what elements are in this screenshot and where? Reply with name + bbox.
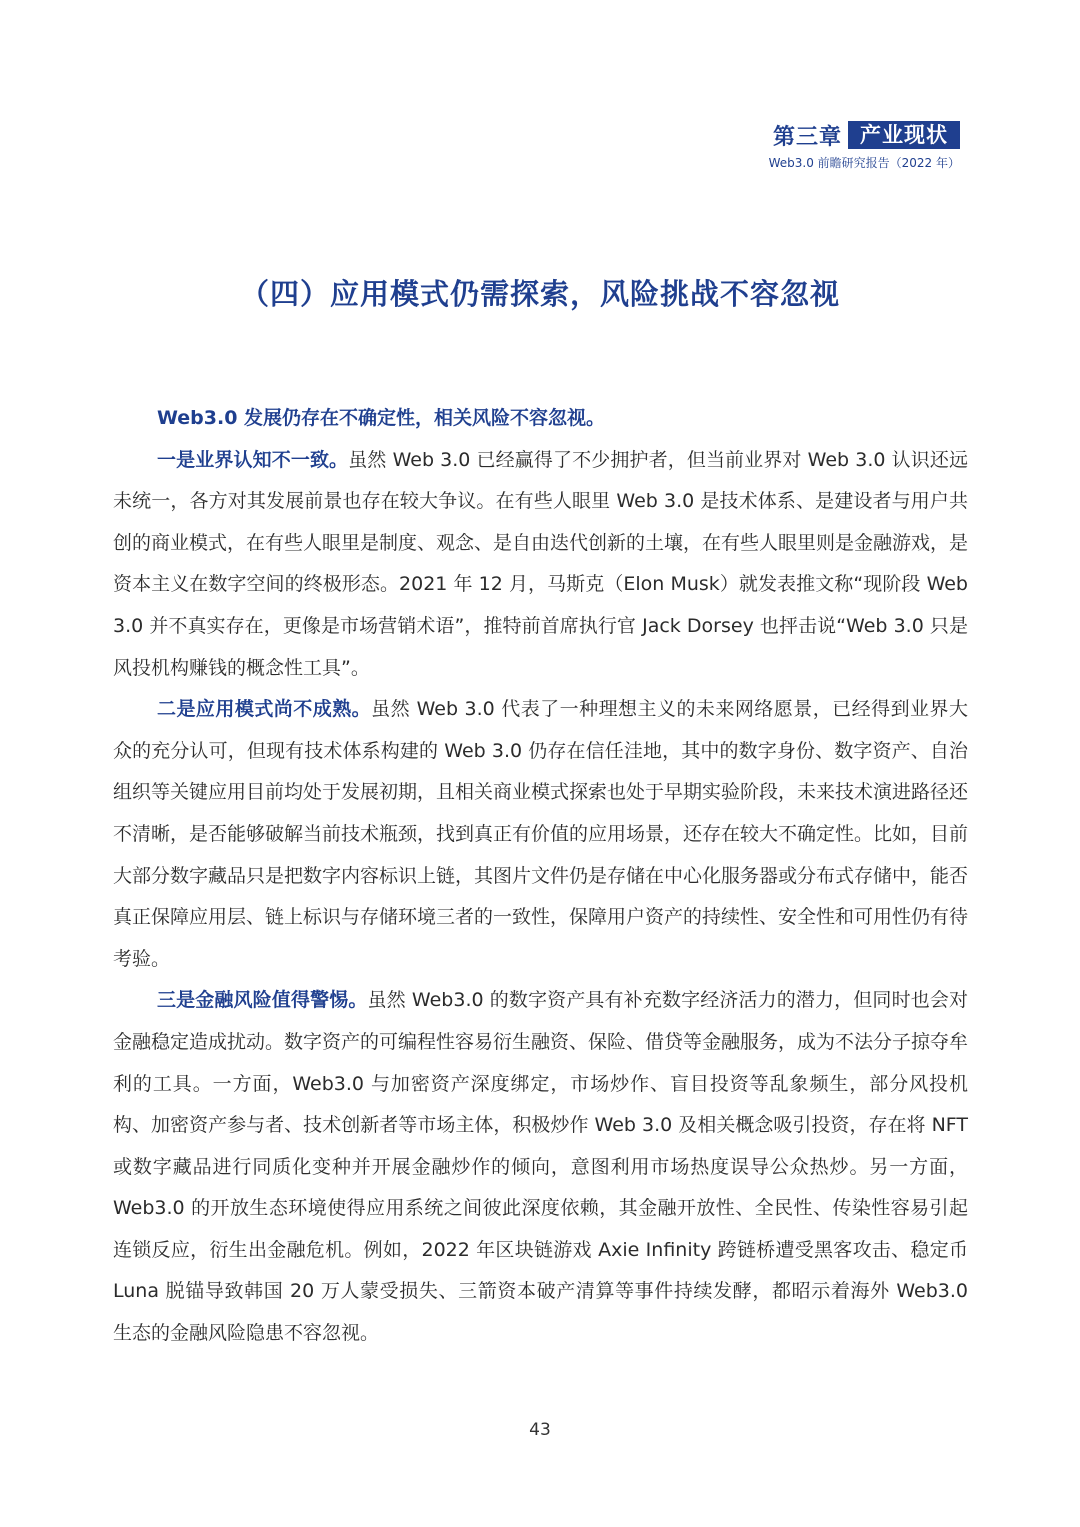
paragraph-1 [113, 440, 968, 690]
paragraph-2 [113, 689, 968, 980]
paragraph-2-text: 虽然 Web 3.0 代表了一种理想主义的未来网络愿景，已经得到业界大众的充分认可，但现有技术体系构建的 Web 3.0 仍存在信任洼地，其中的数字身份、数字资产、自治组织等关键应用目前均处于发展初期，且相关商业模式探索也处于早期实验阶段，未来技术演进路径还不清晰，是否能够破解当前技术瓶颈，找到真正有价值的应用场景，还存在较大不确定性。比如，目前大部分数字藏品只是把数字内容标识上链，其图片文件仍是存储在中心化服务器或分布式存储中，能否真正保障应用层、链上标识与存储环境三者的一致性，保障用户资产的持续性、安全性和可用性仍有待考验。 [113, 698, 969, 970]
paragraph-1-lead: 一是业界认知不一致。 [157, 448, 349, 471]
intro-paragraph: Web3.0 发展仍存在不确定性，相关风险不容忽视。 [157, 407, 606, 429]
section-title: （四）应用模式仍需探索，风险挑战不容忽视 [239, 277, 840, 311]
body-content [113, 398, 968, 1355]
page-number: 43 [529, 1420, 551, 1440]
chapter-name: 产业现状 [848, 121, 960, 149]
chapter-row [660, 120, 960, 150]
report-title: Web3.0 前瞻研究报告（2022 年） [768, 156, 960, 170]
paragraph-1-text: 虽然 Web 3.0 已经赢得了不少拥护者，但当前业界对 Web 3.0 认识还远未统一，各方对其发展前景也存在较大争议。在有些人眼里 Web 3.0 是技术体系、是建设者与用户共创的商业模式，在有些人眼里是制度、观念、是自由迭代创新的土壤，在有些人眼里则是金融游戏，是资本主义在数字空间的终极形态。2021 年 12 月，马斯克（Elon Musk）就发表推文称“现阶段 Web 3.0 并不真实存在，更像是市场营销术语”，推特前首席执行官 Jack Dorsey 也抨击说“Web 3.0 只是风投机构赚钱的概念性工具”。 [113, 448, 969, 679]
chapter-header [660, 120, 960, 171]
chapter-number: 第三章 [772, 124, 842, 150]
paragraph-3-lead: 三是金融风险值得警惕。 [157, 989, 368, 1012]
paragraph-3 [113, 980, 968, 1354]
paragraph-2-lead: 二是应用模式尚不成熟。 [157, 698, 372, 721]
paragraph-3-text: 虽然 Web3.0 的数字资产具有补充数字经济活力的潜力，但同时也会对金融稳定造成扰动。数字资产的可编程性容易衍生融资、保险、借贷等金融服务，成为不法分子掠夺牟利的工具。一方面，Web3.0 与加密资产深度绑定，市场炒作、盲目投资等乱象频生，部分风投机构、加密资产参与者、技术创新者等市场主体，积极炒作 Web 3.0 及相关概念吸引投资，存在将 NFT 或数字藏品进行同质化变种并开展金融炒作的倾向，意图利用市场热度误导公众热炒。另一方面，Web3.0 的开放生态环境使得应用系统之间彼此深度依赖，其金融开放性、全民性、传染性容易引起连锁反应，衍生出金融危机。例如，2022 年区块链游戏 Axie Infinity 跨链桥遭受黑客攻击、稳定币 Luna 脱锚导致韩国 20 万人蒙受损失、三箭资本破产清算等事件持续发酵，都昭示着海外 Web3.0 生态的金融风险隐患不容忽视。 [113, 989, 969, 1345]
